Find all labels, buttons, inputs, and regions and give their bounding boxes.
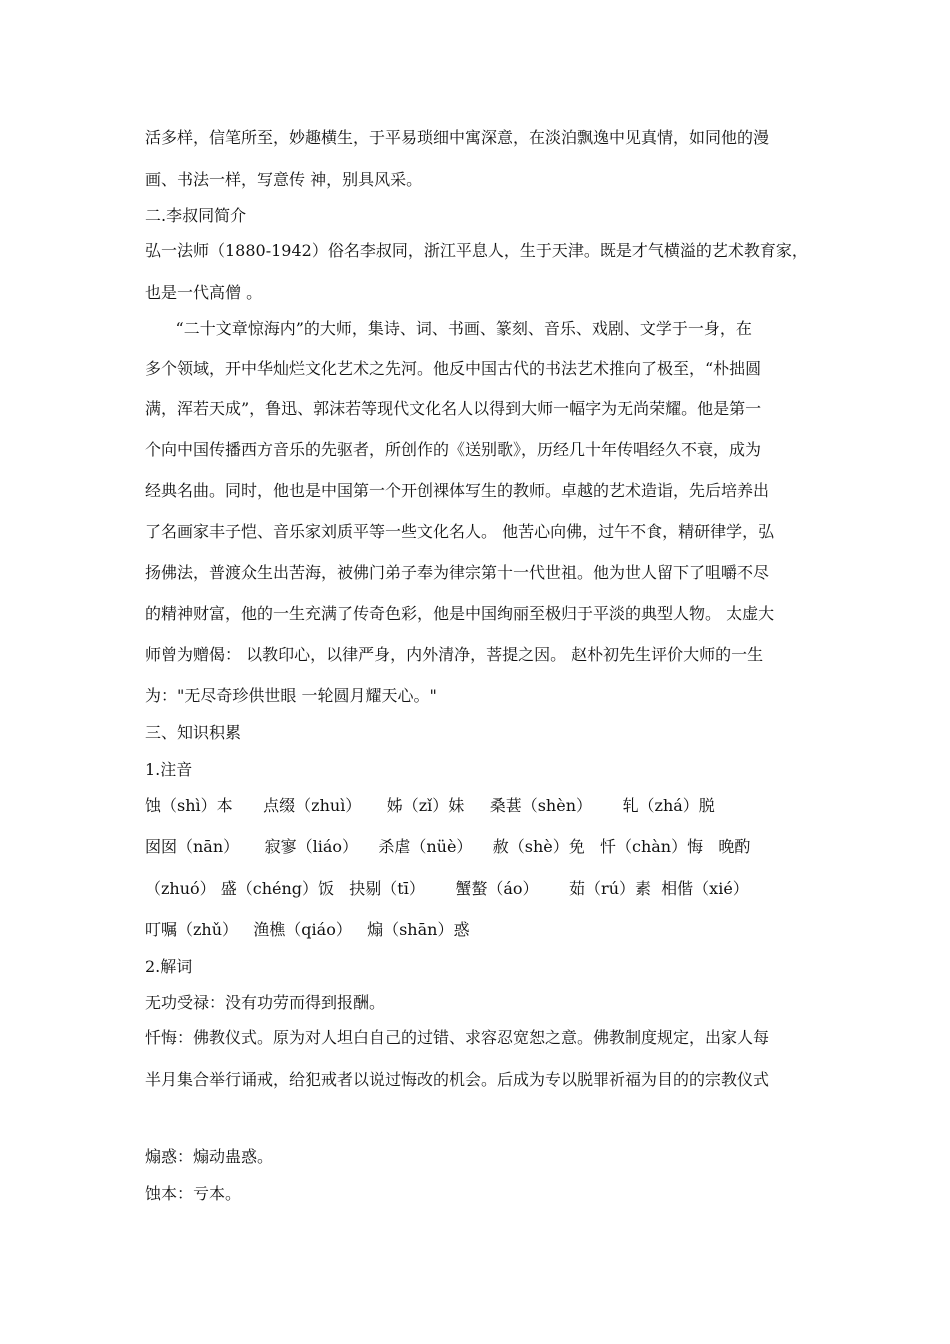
pinyin-line: （zhuó） 盛（chéng）饭 抉剔（tī） 蟹螯（áo） 茹（rú）素 相偕（xié） — [145, 879, 749, 898]
text-line: 活多样，信笔所至，妙趣横生，于平易琐细中寓深意，在淡泊飘逸中见真情，如同他的漫 — [145, 128, 770, 147]
text-line: 为："无尽奇珍供世眼 一轮圆月耀天心。" — [145, 686, 437, 705]
text-line: “二十文章惊海内”的大师，集诗、词、书画、篆刻、音乐、戏剧、文学于一身，在 — [145, 319, 752, 338]
text-line: 多个领域，开中华灿烂文化艺术之先河。他反中国古代的书法艺术推向了极至，“朴拙圆 — [145, 359, 762, 378]
section-heading: 三、知识积累 — [145, 723, 242, 742]
text-line: 扬佛法，普渡众生出苦海，被佛门弟子奉为律宗第十一代世祖。他为世人留下了咀嚼不尽 — [145, 563, 770, 582]
text-line: 个向中国传播西方音乐的先驱者，所创作的《送别歌》，历经几十年传唱经久不衰，成为 — [145, 440, 762, 459]
pinyin-line: 囡囡（nān） 寂寥（liáo） 杀虐（nüè） 赦（shè）免 忏（chàn）悔 晚酌 — [145, 837, 751, 856]
text-line: 蚀本：亏本。 — [145, 1184, 242, 1203]
text-line: 了名画家丰子恺、音乐家刘质平等一些文化名人。 他苦心向佛，过午不食，精研律学，弘 — [145, 522, 775, 541]
text-line: 经典名曲。同时，他也是中国第一个开创裸体写生的教师。卓越的艺术造诣，先后培养出 — [145, 481, 770, 500]
text-line: 也是一代高僧 。 — [145, 283, 263, 302]
text-line: 师曾为赠偈： 以教印心，以律严身，内外清净，菩提之因。 赵朴初先生评价大师的一生 — [145, 645, 764, 664]
text-line: 忏悔：佛教仪式。原为对人坦白自己的过错、求容忍宽恕之意。佛教制度规定，出家人每 — [145, 1028, 770, 1047]
text-line: 弘一法师（1880-1942）俗名李叔同，浙江平息人，生于天津。既是才气横溢的艺术教育家， — [145, 241, 808, 260]
section-heading: 2.解词 — [145, 957, 193, 976]
text-line: 煽惑：煽动蛊惑。 — [145, 1147, 274, 1166]
text-line: 无功受禄：没有功劳而得到报酬。 — [145, 993, 386, 1012]
text-line: 满，浑若天成”，鲁迅、郭沫若等现代文化名人以得到大师一幅字为无尚荣耀。他是第一 — [145, 399, 762, 418]
section-heading: 1.注音 — [145, 760, 193, 779]
text-line: 画、书法一样，写意传 神，别具风采。 — [145, 170, 423, 189]
text-line: 半月集合举行诵戒，给犯戒者以说过悔改的机会。后成为专以脱罪祈福为目的的宗教仪式 — [145, 1070, 770, 1089]
text-line: 的精神财富，他的一生充满了传奇色彩，他是中国绚丽至极归于平淡的典型人物。 太虚大 — [145, 604, 775, 623]
section-heading: 二.李叔同简介 — [145, 206, 247, 225]
pinyin-line: 叮嘱（zhǔ） 渔樵（qiáo） 煽（shān）惑 — [145, 920, 470, 939]
pinyin-line: 蚀（shì）本 点缀（zhuì） 姊（zǐ）妹 桑葚（shèn） 轧（zhá）脱 — [145, 796, 715, 815]
